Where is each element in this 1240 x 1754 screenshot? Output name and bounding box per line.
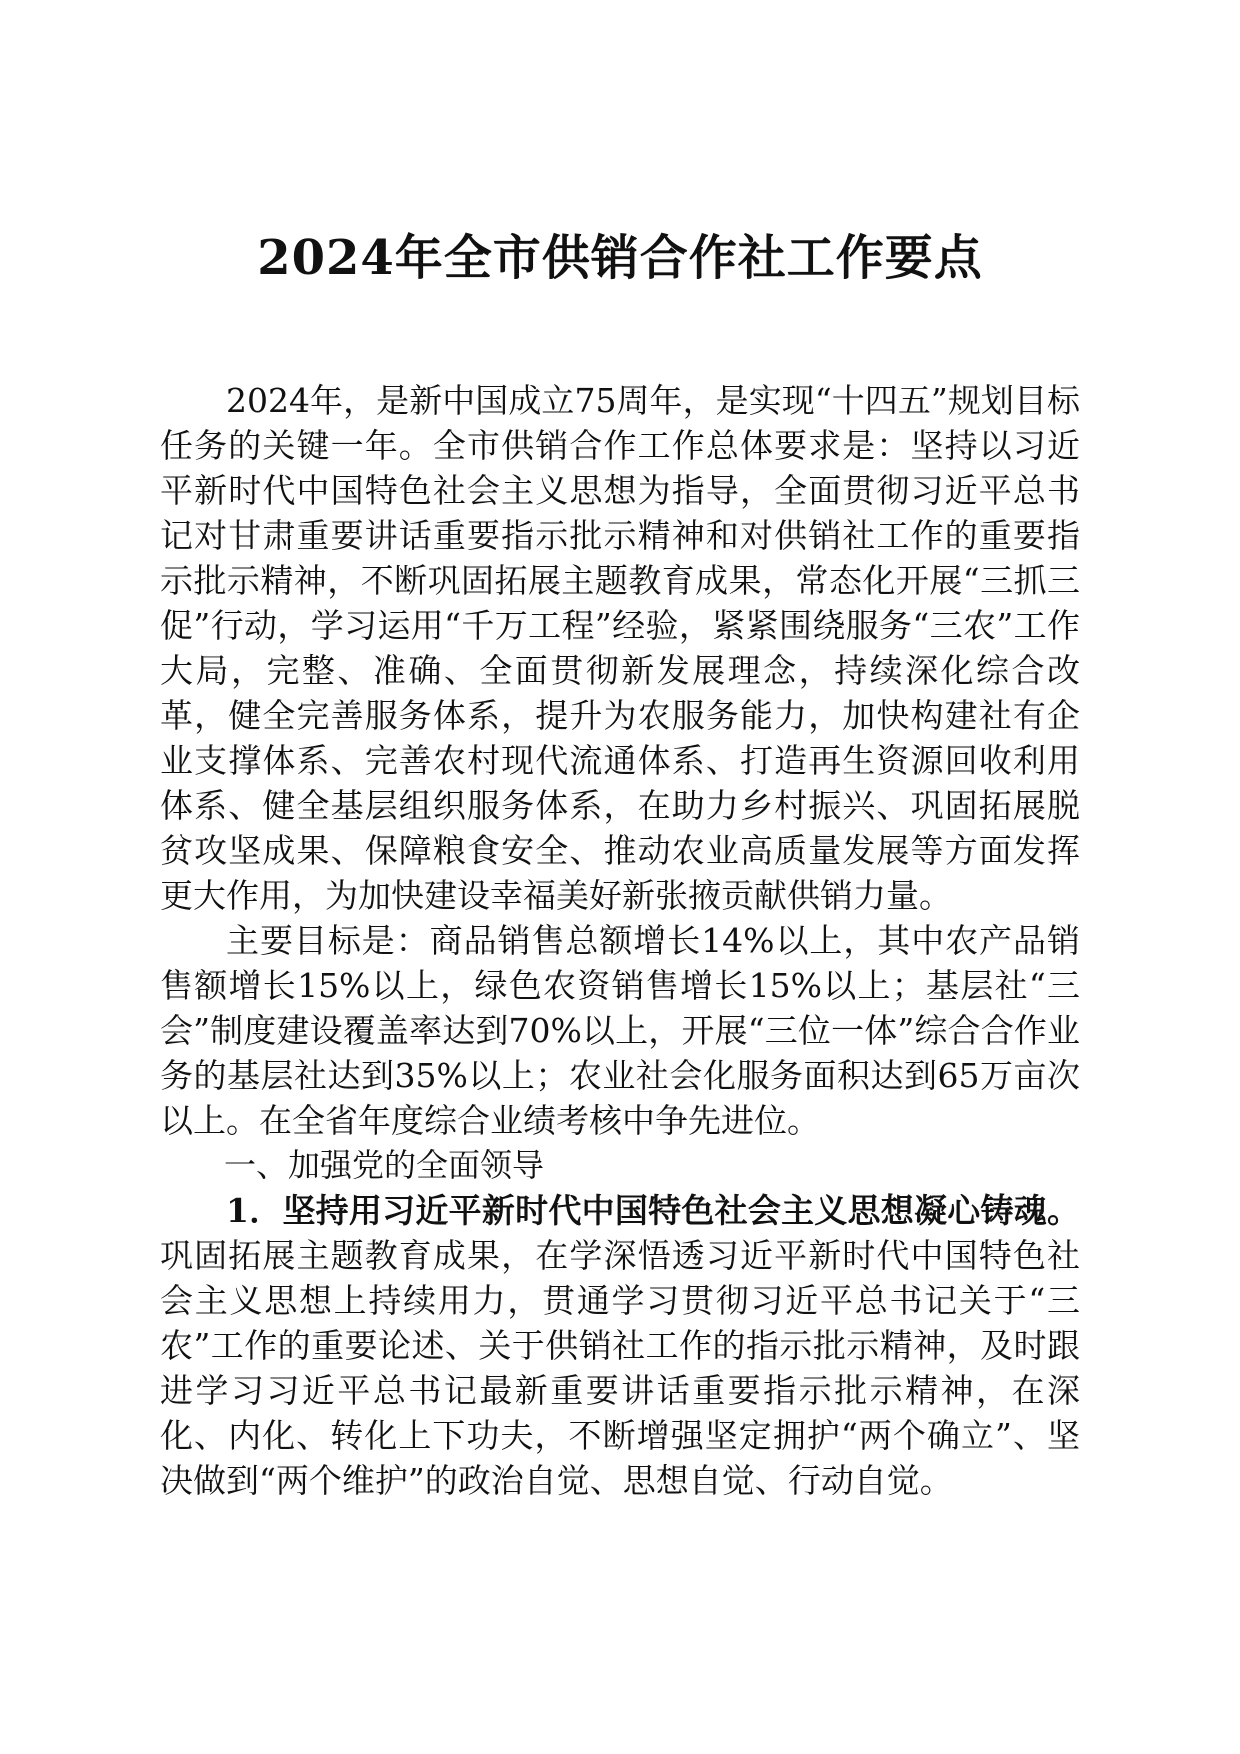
paragraph-intro: 2024年，是新中国成立75周年，是实现“十四五”规划目标任务的关键一年。全市供销合作工作总体要求是：坚持以习近平新时代中国特色社会主义思想为指导，全面贯彻习近平总书记对甘肃重要讲话重要指示批示精神和对供销社工作的重要指示批示精神，不断巩固拓展主题教育成果，常态化开展“三抓三促”行动，学习运用“千万工程”经验，紧紧围绕服务“三农”工作大局，完整、准确、全面贯彻新发展理念，持续深化综合改革，健全完善服务体系，提升为农服务能力，加快构建社有企业支撑体系、完善农村现代流通体系、打造再生资源回收利用体系、健全基层组织服务体系，在助力乡村振兴、巩固拓展脱贫攻坚成果、保障粮食安全、推动农业高质量发展等方面发挥更大作用，为加快建设幸福美好新张掖贡献供销力量。 [160, 381, 1080, 915]
paragraph-main-goals: 主要目标是：商品销售总额增长14%以上，其中农产品销售额增长15%以上，绿色农资销售增长15%以上；基层社“三会”制度建设覆盖率达到70%以上，开展“三位一体”综合合作业务的基层社达到35%以上；农业社会化服务面积达到65万亩次以上。在全省年度综合业绩考核中争先进位。 [160, 921, 1080, 1140]
document-title: 2024年全市供销合作社工作要点 [257, 230, 983, 286]
item-1-lead: 1．坚持用习近平新时代中国特色社会主义思想凝心铸魂。 [226, 1191, 1080, 1230]
item-1-paragraph [160, 1188, 1080, 1503]
item-1-text: 巩固拓展主题教育成果，在学深悟透习近平新时代中国特色社会主义思想上持续用力，贯通学习贯彻习近平总书记关于“三农”工作的重要论述、关于供销社工作的指示批示精神，及时跟进学习习近平总书记最新重要讲话重要指示批示精神，在深化、内化、转化上下功夫，不断增强坚定拥护“两个确立”、坚决做到“两个维护”的政治自觉、思想自觉、行动自觉。 [160, 1236, 1080, 1500]
document-body [160, 378, 1080, 1503]
section-heading: 一、加强党的全面领导 [224, 1146, 545, 1184]
